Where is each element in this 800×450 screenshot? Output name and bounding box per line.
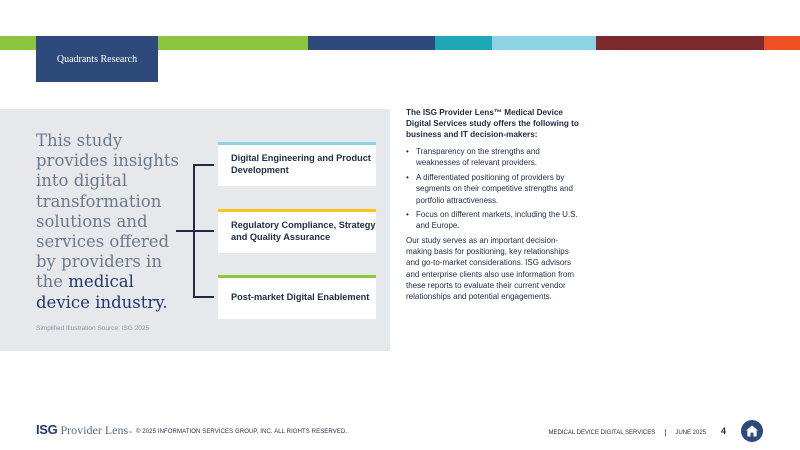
bracket-arm-bottom xyxy=(193,296,214,298)
card-accent-bar xyxy=(218,209,376,212)
card-accent-bar xyxy=(218,142,376,145)
benefits-list xyxy=(406,146,582,232)
isg-provider-lens-logo xyxy=(36,422,132,438)
report-date: JUNE 2025 xyxy=(675,429,706,436)
list-item: • Transparency on the strengths and weaknesses of relevant providers. xyxy=(406,146,582,169)
stripe-segment-lightblue xyxy=(492,36,596,50)
bracket-arm-middle xyxy=(176,230,214,232)
stripe-segment-teal xyxy=(435,36,492,50)
home-icon xyxy=(745,424,759,438)
logo-isg: ISG xyxy=(36,422,58,437)
page-number: 4 xyxy=(721,426,727,436)
card-label: Regulatory Compliance, Strategy and Quality Assurance xyxy=(231,220,376,242)
study-benefits xyxy=(406,107,582,303)
focus-card-post-market xyxy=(218,275,376,319)
headline xyxy=(36,131,186,313)
list-item: • A differentiated positioning of providers by segments on their competitive strengths and portfolio attractiveness. xyxy=(406,172,582,206)
headline-highlight: medical device industry. xyxy=(36,272,168,312)
card-label: Digital Engineering and Product Development xyxy=(231,153,371,175)
focus-card-digital-engineering xyxy=(218,142,376,186)
headline-plain: This study provides insights into digital transformation solutions and services offered by providers in the xyxy=(36,131,179,292)
card-label: Post-market Digital Enablement xyxy=(231,292,370,302)
card-accent-bar xyxy=(218,275,376,278)
copyright-notice: © 2025 INFORMATION SERVICES GROUP, INC. ALL RIGHTS RESERVED. xyxy=(136,429,348,435)
bracket-arm-top xyxy=(193,164,214,166)
source-note: Simplified Illustration Source: ISG 2025 xyxy=(36,325,150,332)
focus-card-regulatory-compliance xyxy=(218,209,376,253)
home-button[interactable] xyxy=(741,420,763,442)
section-tab-label: Quadrants Research xyxy=(56,53,138,65)
stripe-segment-orange xyxy=(764,36,800,50)
footer-meta xyxy=(549,428,706,437)
study-name: MEDICAL DEVICE DIGITAL SERVICES xyxy=(548,429,656,436)
logo-provider-lens: Provider Lens xyxy=(60,423,129,437)
list-item: • Focus on different markets, including the U.S. and Europe. xyxy=(406,209,582,232)
study-purpose-text: Our study serves as an important decision-making basis for positioning, key relationships and go-to-market considerations. ISG advisors and enterprise clients also use information from these reports to evaluate their current vendor relationships and potential engagements. xyxy=(406,235,575,302)
stripe-segment-navy xyxy=(308,36,435,50)
section-tab xyxy=(36,36,158,82)
stripe-segment-maroon xyxy=(596,36,764,50)
footer-separator: | xyxy=(664,428,667,437)
logo-trademark: ™ xyxy=(128,430,133,435)
benefits-intro: The ISG Provider Lens™ Medical Device Digital Services study offers the following to business and IT decision-makers: xyxy=(406,108,579,139)
